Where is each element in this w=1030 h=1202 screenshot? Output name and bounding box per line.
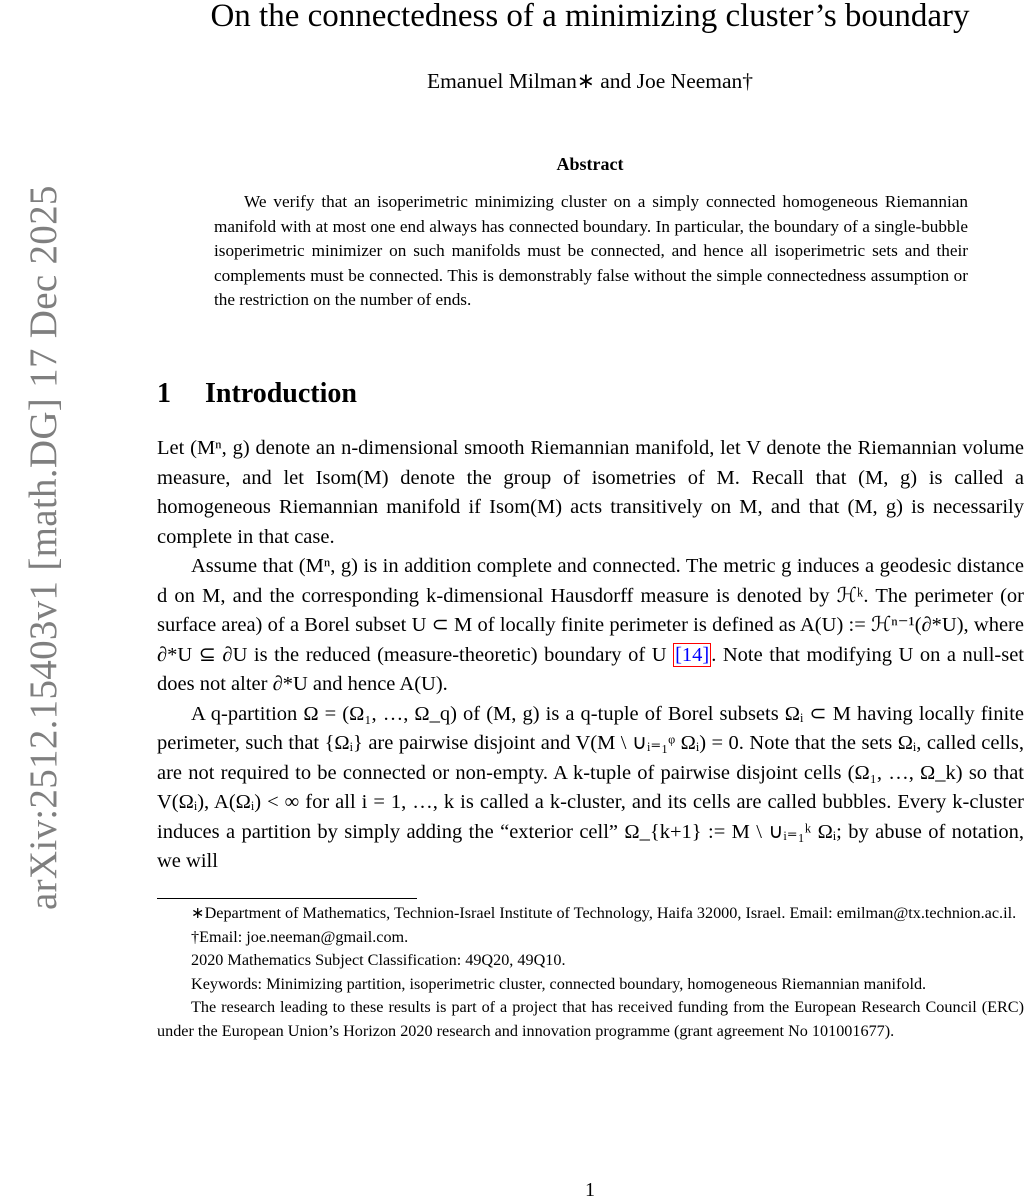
paper-title: On the connectedness of a minimizing cluster’s boundary [210, 0, 970, 34]
footnote-funding: The research leading to these results is part of a project that has received funding from the European Research Council (ERC) under the European Union’s Horizon 2020 research and innovation programme (grant agreement No 101001677). [157, 998, 1024, 1040]
arxiv-side-stamp [0, 150, 65, 930]
footnotes [157, 902, 1024, 1043]
paragraph-1: Let (Mⁿ, g) denote an n-dimensional smooth Riemannian manifold, let V denote the Riemannian volume measure, and let Isom(M) denote the group of isometries of M. Recall that (M, g) is called a homogeneous Riemannian manifold if Isom(M) acts transitively on M, and that (M, g) is necessarily complete in that case. [157, 437, 1024, 548]
section-number: 1 [157, 378, 171, 409]
arxiv-identifier: arXiv:2512.15403v1 [math.DG] 17 Dec 2025 [22, 185, 65, 910]
author-list: Emanuel Milman∗ and Joe Neeman† [426, 69, 754, 93]
footnote-affiliation: ∗Department of Mathematics, Technion-Israel Institute of Technology, Haifa 32000, Israel. Email: emilman@tx.technion.ac.il. [191, 904, 1017, 922]
footnote-msc: 2020 Mathematics Subject Classification: 49Q20, 49Q10. [191, 951, 566, 969]
page-number: 1 [585, 1179, 595, 1201]
footnote-keywords: Keywords: Minimizing partition, isoperimetric cluster, connected boundary, homogeneous Riemannian manifold. [191, 974, 927, 993]
paragraph-2-text-end: . Note that modifying U on a null-set does not alter ∂*U and hence A(U). [157, 643, 1024, 695]
paragraph-2-text-start: Assume that (Mⁿ, g) is in addition complete and connected. The metric g induces a geodesic distance d on M, and the corresponding k-dimensional Hausdorff measure is denoted by ℋᵏ. The perimeter (or surface area) of a Borel subset U ⊂ M of locally finite perimeter is defined as A(U) := ℋⁿ⁻¹(∂*U), where ∂*U ⊆ ∂U is the reduced (measure-theoretic) boundary of U [157, 555, 1024, 666]
paragraph-3: A q-partition Ω = (Ω₁, …, Ω_q) of (M, g) is a q-tuple of Borel subsets Ωᵢ ⊂ M having locally finite perimeter, such that {Ωᵢ} are pairwise disjoint and V(M \ ∪ᵢ₌₁ᵠ Ωᵢ) = 0. Note that the sets Ωᵢ, called cells, are not required to be connected or non-empty. A k-tuple of pairwise disjoint cells (Ω₁, …, Ω_k) so that V(Ωᵢ), A(Ωᵢ) < ∞ for all i = 1, …, k is called a k-cluster, and its cells are called bubbles. Every k-cluster induces a partition by simply adding the “exterior cell” Ω_{k+1} := M \ ∪ᵢ₌₁ᵏ Ωᵢ; by abuse of notation, we will [157, 702, 1024, 872]
abstract-text: We verify that an isoperimetric minimizing cluster on a simply connected homogeneous Riemannian manifold with at most one end always has connected boundary. In particular, the boundary of a single-bubble isoperimetric minimizer on such manifolds must be connected, and hence all isoperimetric sets and their complements must be connected. This is demonstrably false without the simple connectedness assumption or the restriction on the number of ends. [214, 192, 968, 309]
footnote-divider [157, 898, 417, 899]
abstract-heading: Abstract [556, 154, 624, 174]
citation-link-14[interactable]: [14] [675, 643, 710, 666]
footnote-email: †Email: joe.neeman@gmail.com. [191, 927, 409, 946]
body-text [157, 434, 1024, 877]
paragraph-2 [157, 552, 1024, 700]
section-heading [157, 376, 357, 412]
section-title: Introduction [205, 378, 357, 409]
